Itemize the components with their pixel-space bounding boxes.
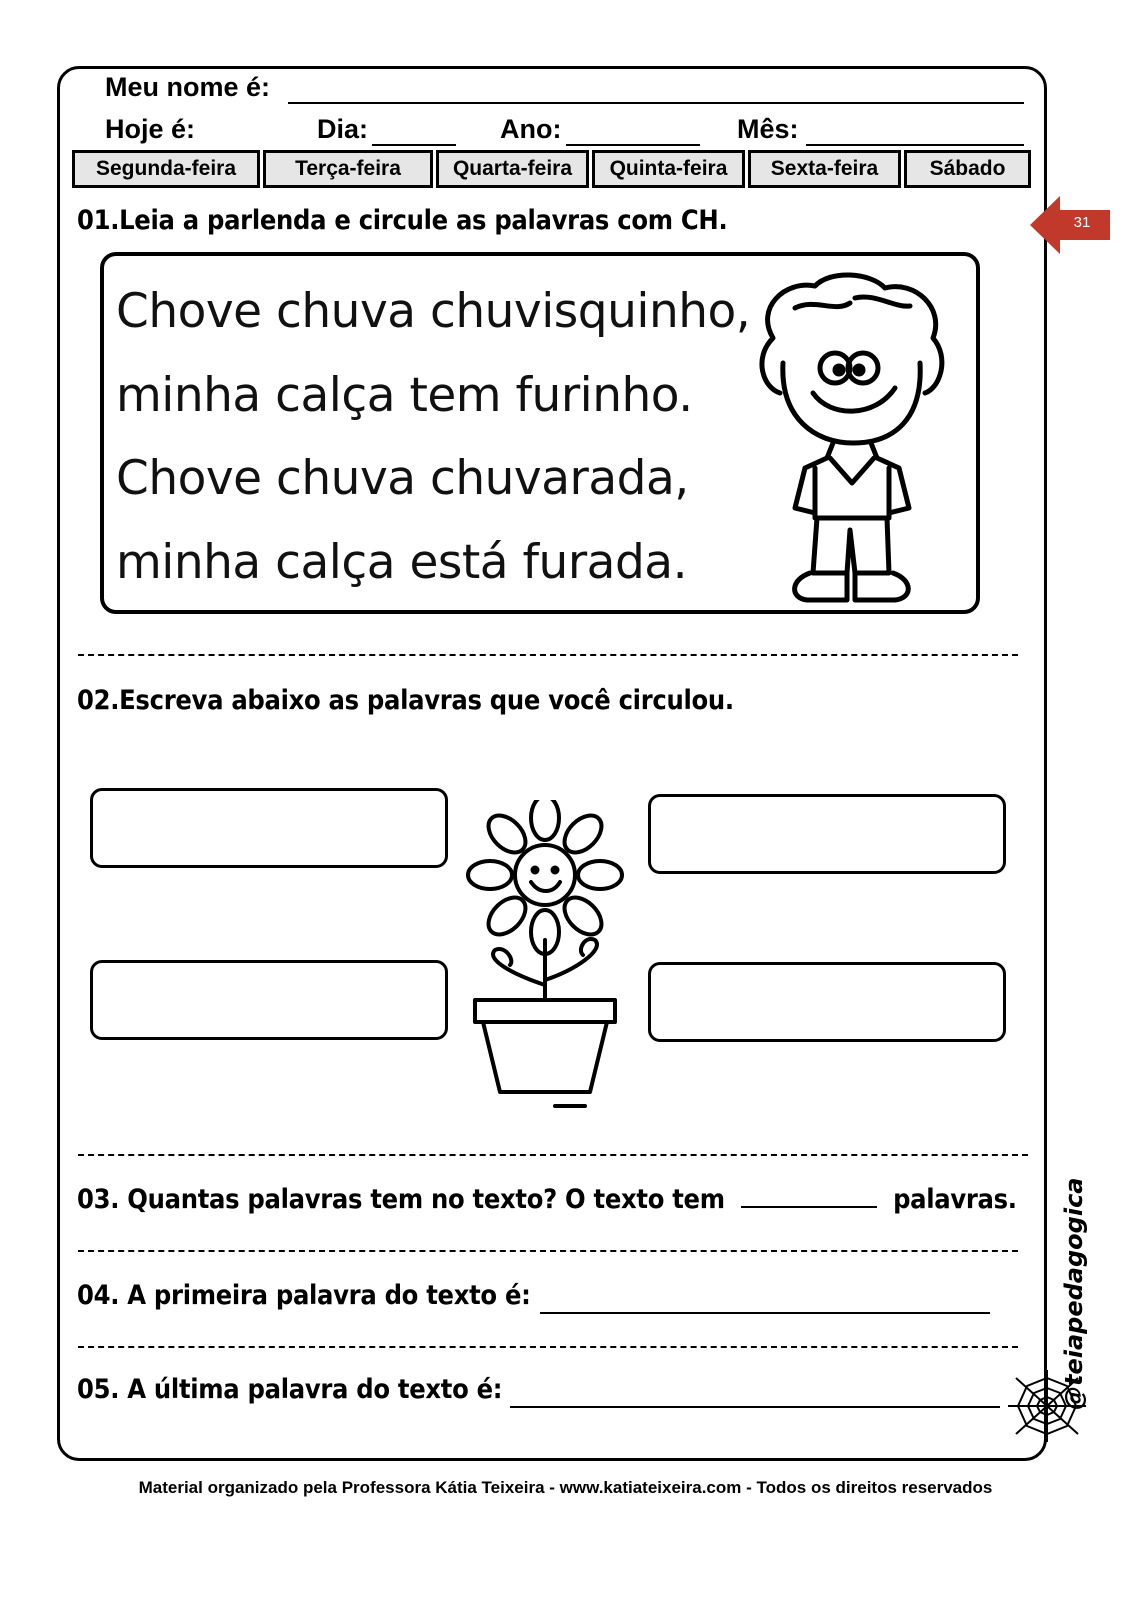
weekday-tuesday[interactable]: Terça-feira [263, 150, 433, 188]
poem-line-2: minha calça tem furinho. [116, 368, 693, 423]
month-label: Mês: [737, 114, 799, 144]
poem-line-1: Chove chuva chuvisquinho, [116, 284, 751, 339]
weekday-saturday[interactable]: Sábado [904, 150, 1031, 188]
flower-pot-illustration-icon [455, 800, 635, 1110]
divider-4 [78, 1346, 1018, 1348]
weekday-row [72, 150, 1034, 188]
question-3 [77, 1182, 1017, 1215]
question-5: 05. A última palavra do texto é: [77, 1374, 503, 1405]
day-label: Dia: [317, 114, 369, 144]
divider-1 [78, 654, 1018, 656]
page-number: 31 [1073, 214, 1091, 231]
name-field[interactable] [288, 102, 1024, 104]
month-field[interactable] [806, 144, 1024, 146]
today-label: Hoje é: [105, 114, 196, 144]
day-field[interactable] [372, 144, 456, 146]
poem-line-3: Chove chuva chuvarada, [116, 451, 689, 506]
answer-box-top-left[interactable] [90, 788, 448, 868]
year-field[interactable] [566, 144, 700, 146]
name-label: Meu nome é: [105, 72, 271, 102]
question-4: 04. A primeira palavra do texto é: [77, 1280, 531, 1311]
year-label: Ano: [500, 114, 562, 144]
divider-2 [78, 1154, 1028, 1156]
boy-illustration-icon [735, 268, 965, 608]
question-3-text: 03. Quantas palavras tem no texto? O texto tem [77, 1184, 725, 1215]
weekday-monday[interactable]: Segunda-feira [72, 150, 260, 188]
weekday-thursday[interactable]: Quinta-feira [592, 150, 745, 188]
word-count-field[interactable] [741, 1182, 877, 1208]
question-2: 02.Escreva abaixo as palavras que você circulou. [77, 685, 734, 716]
answer-box-bottom-right[interactable] [648, 962, 1006, 1042]
last-word-field[interactable] [510, 1406, 1000, 1408]
weekday-wednesday[interactable]: Quarta-feira [436, 150, 589, 188]
weekday-friday[interactable]: Sexta-feira [748, 150, 901, 188]
divider-3 [78, 1250, 1018, 1252]
answer-box-bottom-left[interactable] [90, 960, 448, 1040]
question-3-suffix: palavras. [893, 1184, 1017, 1215]
poem-line-4: minha calça está furada. [116, 535, 688, 590]
watermark-text: @teiapedagogica [1060, 1177, 1088, 1410]
question-1: 01.Leia a parlenda e circule as palavras com CH. [77, 205, 728, 236]
footer-credit: Material organizado pela Professora Kátia Teixeira - www.katiateixeira.com - Todos os direitos reservados [138, 1478, 993, 1497]
answer-box-top-right[interactable] [648, 794, 1006, 874]
first-word-field[interactable] [540, 1312, 990, 1314]
spiderweb-icon [1004, 1368, 1090, 1444]
